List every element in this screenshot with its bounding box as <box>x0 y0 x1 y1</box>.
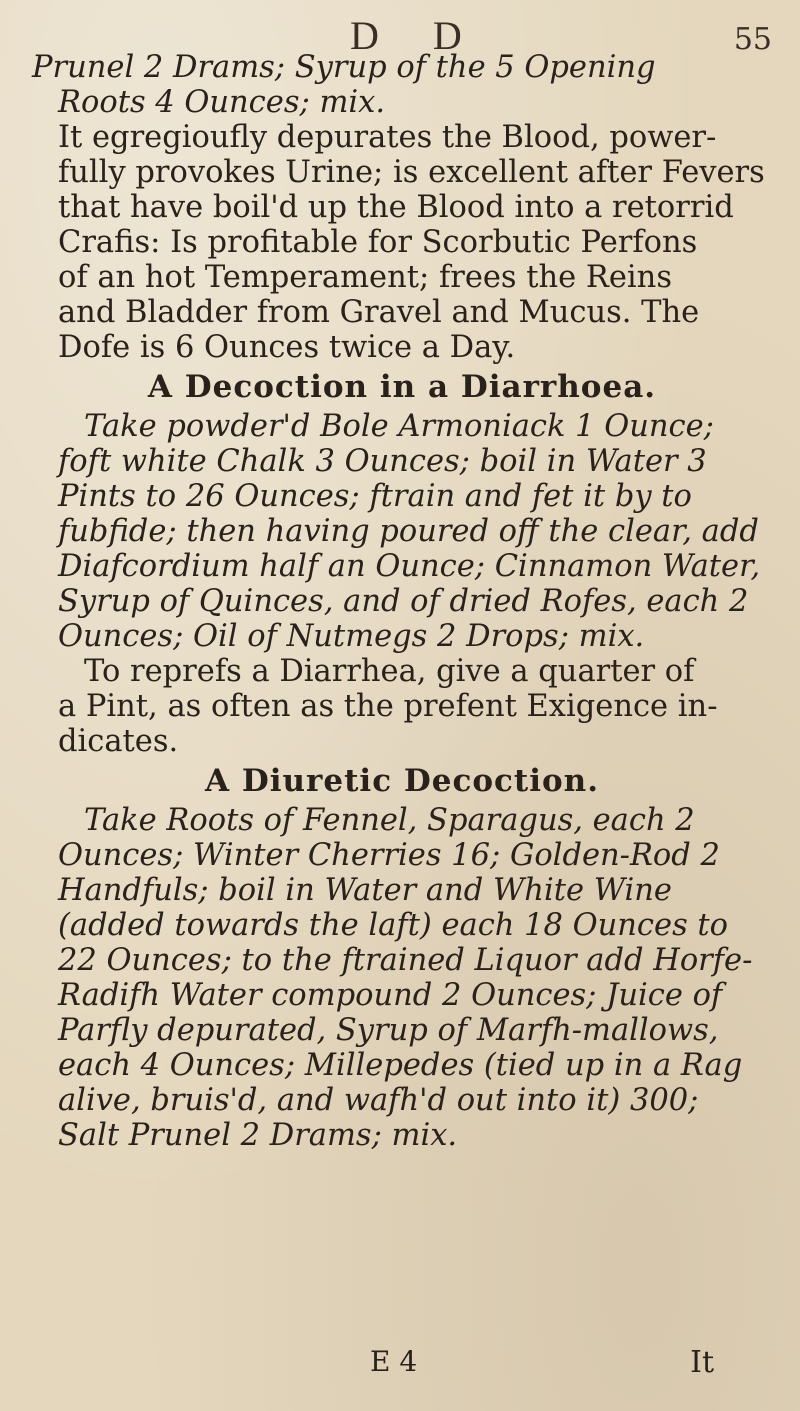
text-line: Parfly depurated, Syrup of Marfh-mallows, <box>58 1013 719 1048</box>
text-line: Dofe is 6 Ounces twice a Day. <box>58 330 516 365</box>
text-line: Diafcordium half an Ounce; Cinnamon Water, <box>58 549 761 584</box>
text-line: Prunel 2 Drams; Syrup of the 5 Opening <box>32 50 656 85</box>
page-number: 55 <box>733 22 772 57</box>
body-text <box>32 50 772 1153</box>
section-heading: A Decoction in a Diarrhoea. <box>147 369 657 405</box>
catchword: It <box>690 1345 714 1380</box>
text-line: Ounces; Oil of Nutmegs 2 Drops; mix. <box>58 619 645 654</box>
text-line: To reprefs a Diarrhea, give a quarter of <box>84 654 695 689</box>
text-line: foft white Chalk 3 Ounces; boil in Water 3 <box>58 444 707 479</box>
text-line: Ounces; Winter Cherries 16; Golden-Rod 2 <box>58 838 720 873</box>
text-line: It egregioufly depurates the Blood, power- <box>58 120 717 155</box>
text-line: 22 Ounces; to the ftrained Liquor add Horfe- <box>58 943 753 978</box>
text-line: (added towards the laft) each 18 Ounces to <box>58 908 729 943</box>
section-heading: A Diuretic Decoction. <box>205 763 599 799</box>
text-line: Take Roots of Fennel, Sparagus, each 2 <box>84 803 695 838</box>
text-line: Syrup of Quinces, and of dried Rofes, each 2 <box>58 584 749 619</box>
signature-mark: E 4 <box>370 1345 418 1378</box>
text-line: Handfuls; boil in Water and White Wine <box>58 873 672 908</box>
text-line: alive, bruis'd, and wafh'd out into it) 300; <box>58 1083 699 1118</box>
text-line: each 4 Ounces; Millepedes (tied up in a Rag <box>58 1048 743 1083</box>
text-line: fubfide; then having poured off the clear, add <box>58 514 759 549</box>
text-line: fully provokes Urine; is excellent after Fevers <box>58 155 765 190</box>
page-footer <box>0 1345 800 1385</box>
text-line: Salt Prunel 2 Drams; mix. <box>58 1118 458 1153</box>
text-line: and Bladder from Gravel and Mucus. The <box>58 295 700 330</box>
text-line: that have boil'd up the Blood into a retorrid <box>58 190 734 225</box>
text-line: Roots 4 Ounces; mix. <box>58 85 386 120</box>
text-line: Crafis: Is profitable for Scorbutic Perfons <box>58 225 698 260</box>
running-head: D D <box>350 13 484 58</box>
text-line: Take powder'd Bole Armoniack 1 Ounce; <box>84 409 714 444</box>
text-line: Pints to 26 Ounces; ftrain and fet it by to <box>58 479 692 514</box>
text-line: Radifh Water compound 2 Ounces; Juice of <box>58 978 723 1013</box>
text-line: dicates. <box>58 724 179 759</box>
text-line: a Pint, as often as the prefent Exigence in- <box>58 689 718 724</box>
text-line: of an hot Temperament; frees the Reins <box>58 260 672 295</box>
